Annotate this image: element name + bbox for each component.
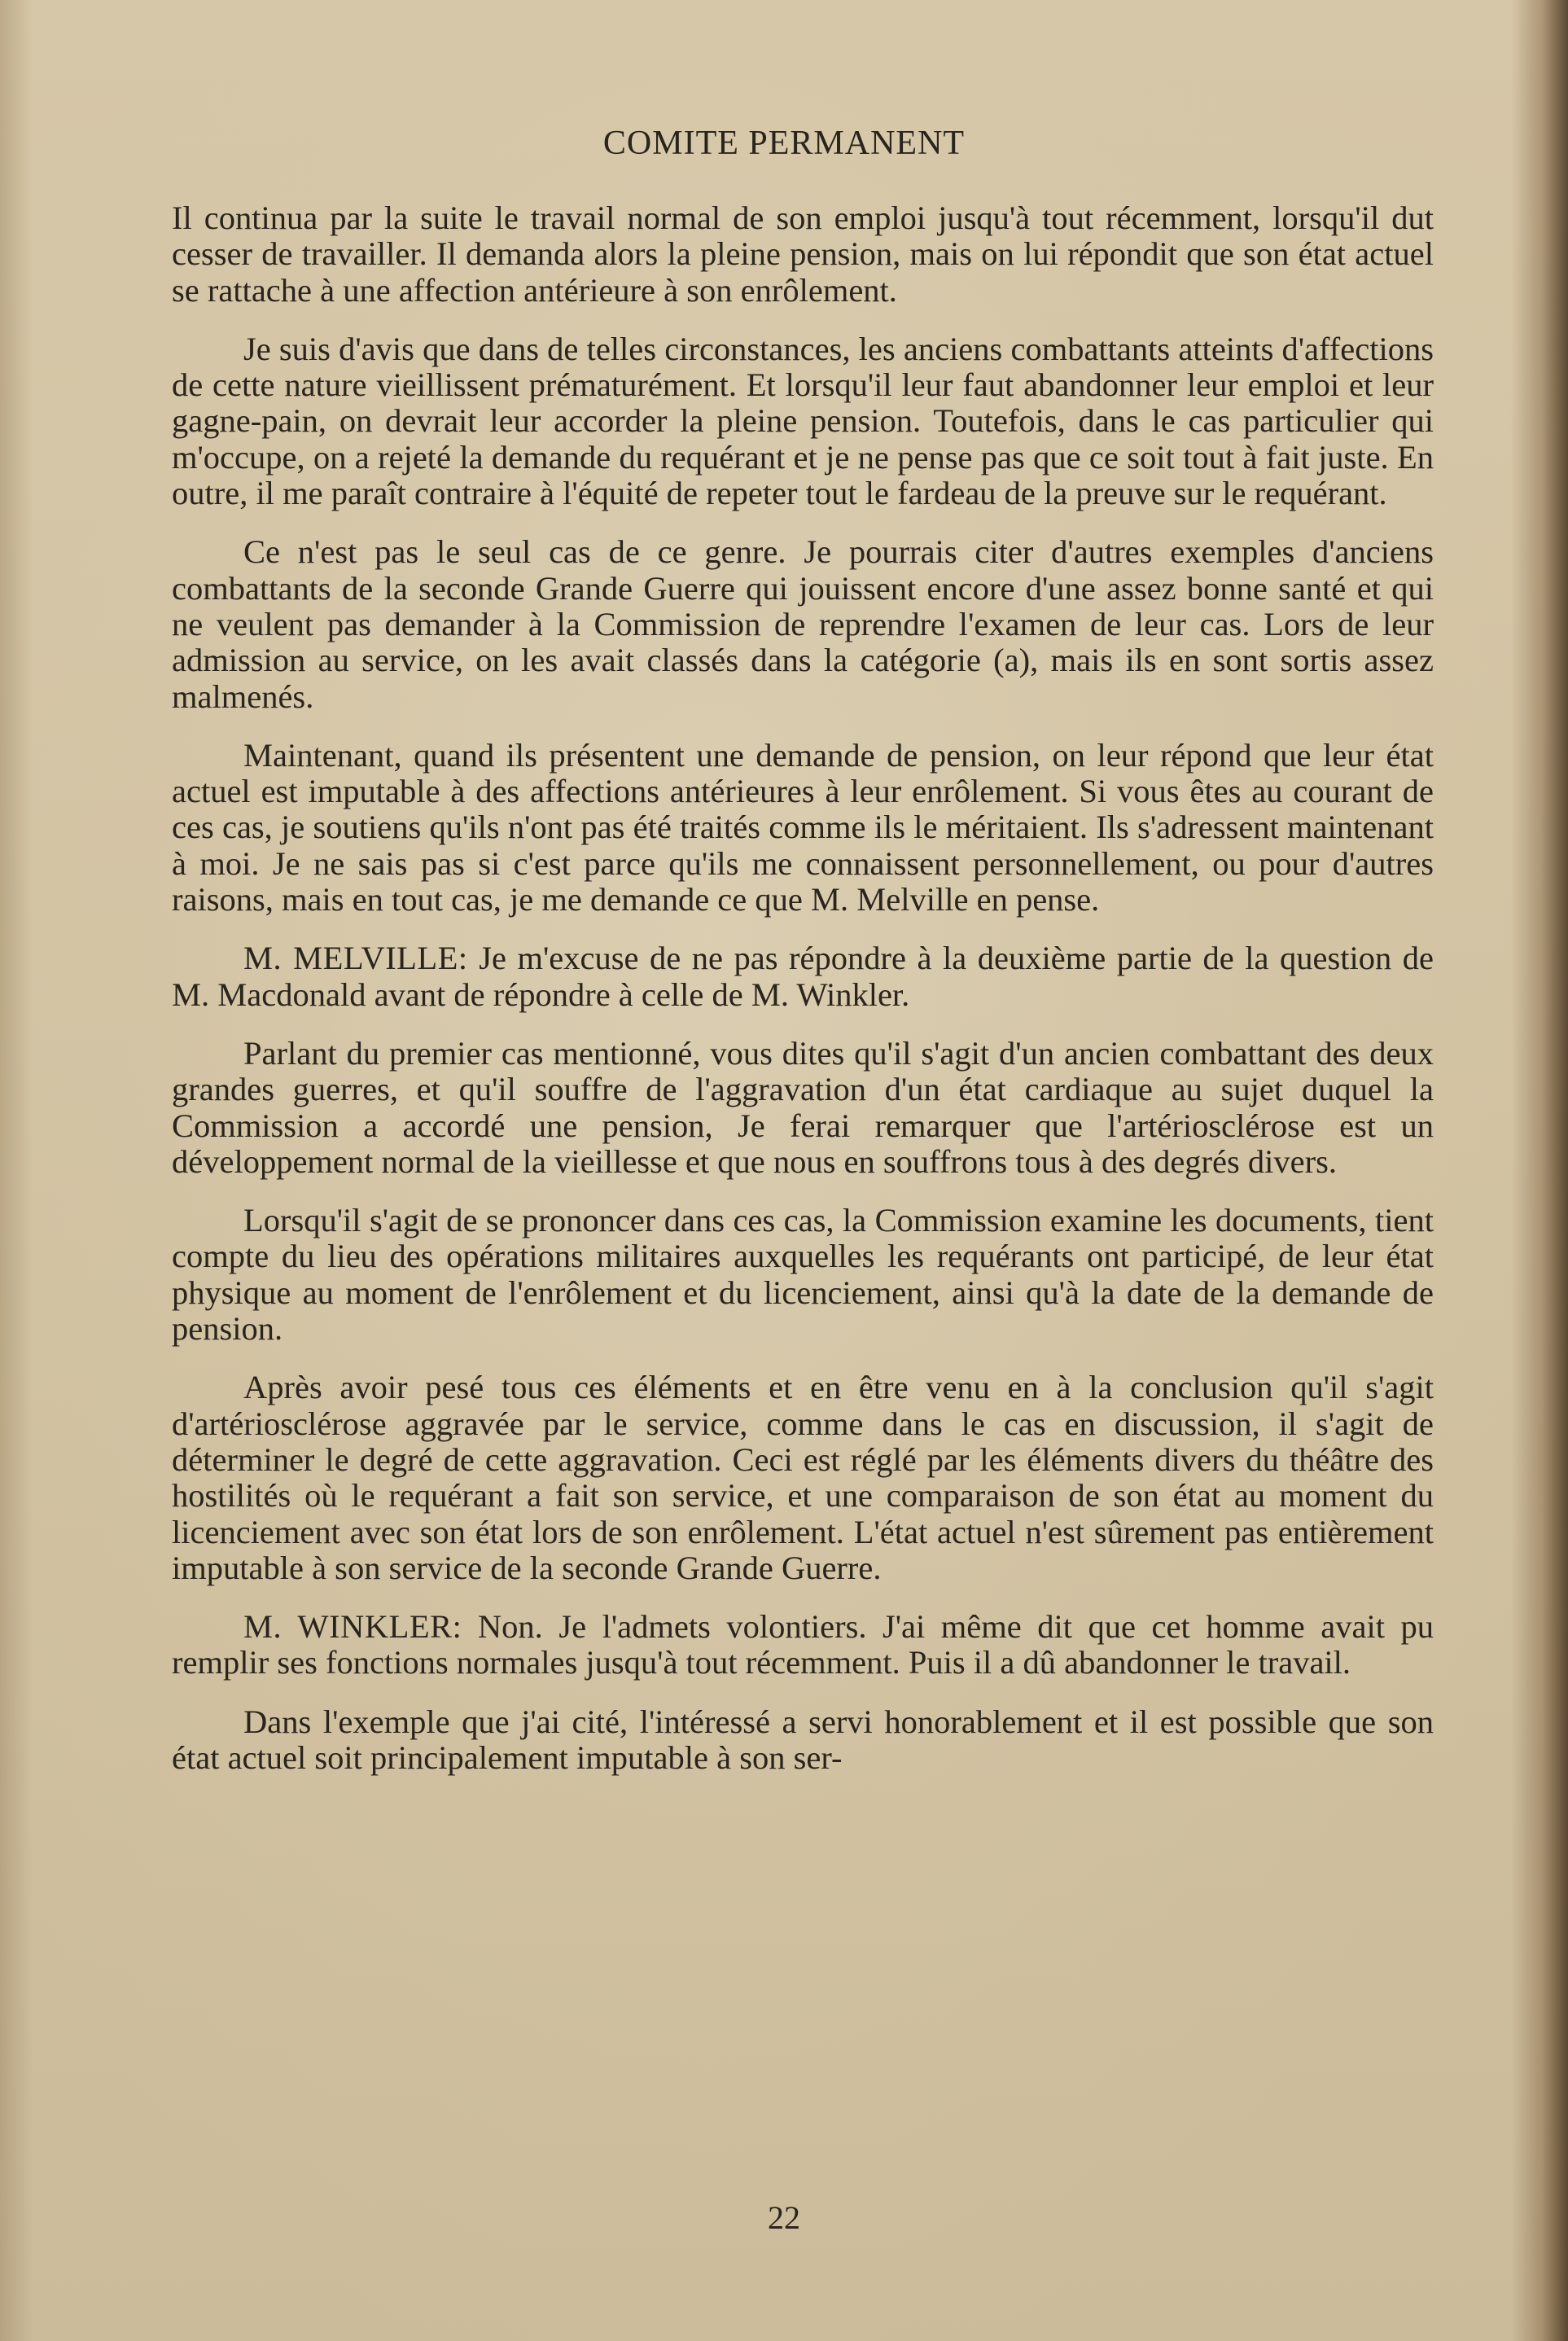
paragraph-3	[172, 534, 1434, 714]
paragraph-text: Non. Je l'admets volontiers. J'ai même dit que cet homme avait pu remplir ses fonctions normales jusqu'à tout récemment. Puis il a dû abandonner le travail.	[172, 1608, 1434, 1681]
paragraph-8	[172, 1370, 1434, 1586]
paragraph-text: Maintenant, quand ils présentent une demande de pension, on leur répond que leur état actuel est imputable à des affections antérieures à leur enrôlement. Si vous êtes au courant de ces cas, je soutiens qu'ils n'ont pas été traités comme ils le méritaient. Ils s'adressent maintenant à moi. Je ne sais pas si c'est parce qu'ils me connaissent personnellement, ou pour d'autres raisons, mais en tout cas, je me demande ce que M. Melville en pense.	[172, 736, 1434, 918]
paragraph-7	[172, 1203, 1434, 1347]
paragraph-9	[172, 1609, 1434, 1681]
paragraph-text: Je suis d'avis que dans de telles circonstances, les anciens combattants atteints d'affections de cette nature vieillissent prématurément. Et lorsqu'il leur faut abandonner leur emploi et leur gagne-pain, on devrait leur accorder la pleine pension. Toutefois, dans le cas particulier qui m'occupe, on a rejeté la demande du requérant et je ne pense pas que ce soit tout à fait juste. En outre, il me paraît contraire à l'équité de repeter tout le fardeau de la preuve sur le requérant.	[172, 330, 1434, 512]
page-number: 22	[768, 2199, 800, 2236]
paragraph-6	[172, 1036, 1434, 1180]
paragraph-text: Je m'excuse de ne pas répondre à la deuxième partie de la question de M. Macdonald avant de répondre à celle de M. Winkler.	[172, 940, 1434, 1013]
paragraph-text: Parlant du premier cas mentionné, vous dites qu'il s'agit d'un ancien combattant des deux grandes guerres, et qu'il souffre de l'aggravation d'un état cardiaque au sujet duquel la Commission a accordé une pension, Je ferai remarquer que l'artériosclérose est un développement normal de la vieillesse et que nous en souffrons tous à des degrés divers.	[172, 1034, 1434, 1180]
paragraph-1	[172, 200, 1434, 309]
paragraph-text: Il continua par la suite le travail normal de son emploi jusqu'à tout récemment, lorsqu'il dut cesser de travailler. Il demanda alors la pleine pension, mais on lui répondit que son état actuel se rattache à une affection antérieure à son enrôlement.	[172, 199, 1434, 309]
body-text	[172, 200, 1434, 1799]
paragraph-text: Ce n'est pas le seul cas de ce genre. Je pourrais citer d'autres exemples d'anciens combattants de la seconde Grande Guerre qui jouissent encore d'une assez bonne santé et qui ne veulent pas demander à la Commission de reprendre l'examen de leur cas. Lors de leur admission au service, on les avait classés dans la catégorie (a), mais ils en sont sortis assez malmenés.	[172, 533, 1434, 715]
paragraph-text: Dans l'exemple que j'ai cité, l'intéressé a servi honorablement et il est possible que son état actuel soit principalement imputable à son ser-	[172, 1703, 1434, 1776]
paragraph-text: Lorsqu'il s'agit de se prononcer dans ces cas, la Commission examine les documents, tient compte du lieu des opérations militaires auxquelles les requérants ont participé, de leur état physique au moment de l'enrôlement et du licenciement, ainsi qu'à la date de la demande de pension.	[172, 1202, 1434, 1348]
paragraph-4	[172, 738, 1434, 918]
paragraph-2	[172, 331, 1434, 511]
paragraph-10	[172, 1704, 1434, 1777]
paragraph-5	[172, 940, 1434, 1013]
paragraph-text: Après avoir pesé tous ces éléments et en être venu en à la conclusion qu'il s'agit d'artériosclérose aggravée par le service, comme dans le cas en discussion, il s'agit de déterminer le degré de cette aggravation. Ceci est réglé par les éléments divers du théâtre des hostilités où le requérant a fait son service, et une comparaison de son état au moment du licenciement avec son état lors de son enrôlement. L'état actuel n'est sûrement pas entièrement imputable à son service de la seconde Grande Guerre.	[172, 1369, 1434, 1586]
running-title: COMITE PERMANENT	[602, 125, 966, 162]
speaker-name: M. MELVILLE:	[243, 940, 468, 977]
speaker-name: M. WINKLER:	[243, 1608, 462, 1646]
